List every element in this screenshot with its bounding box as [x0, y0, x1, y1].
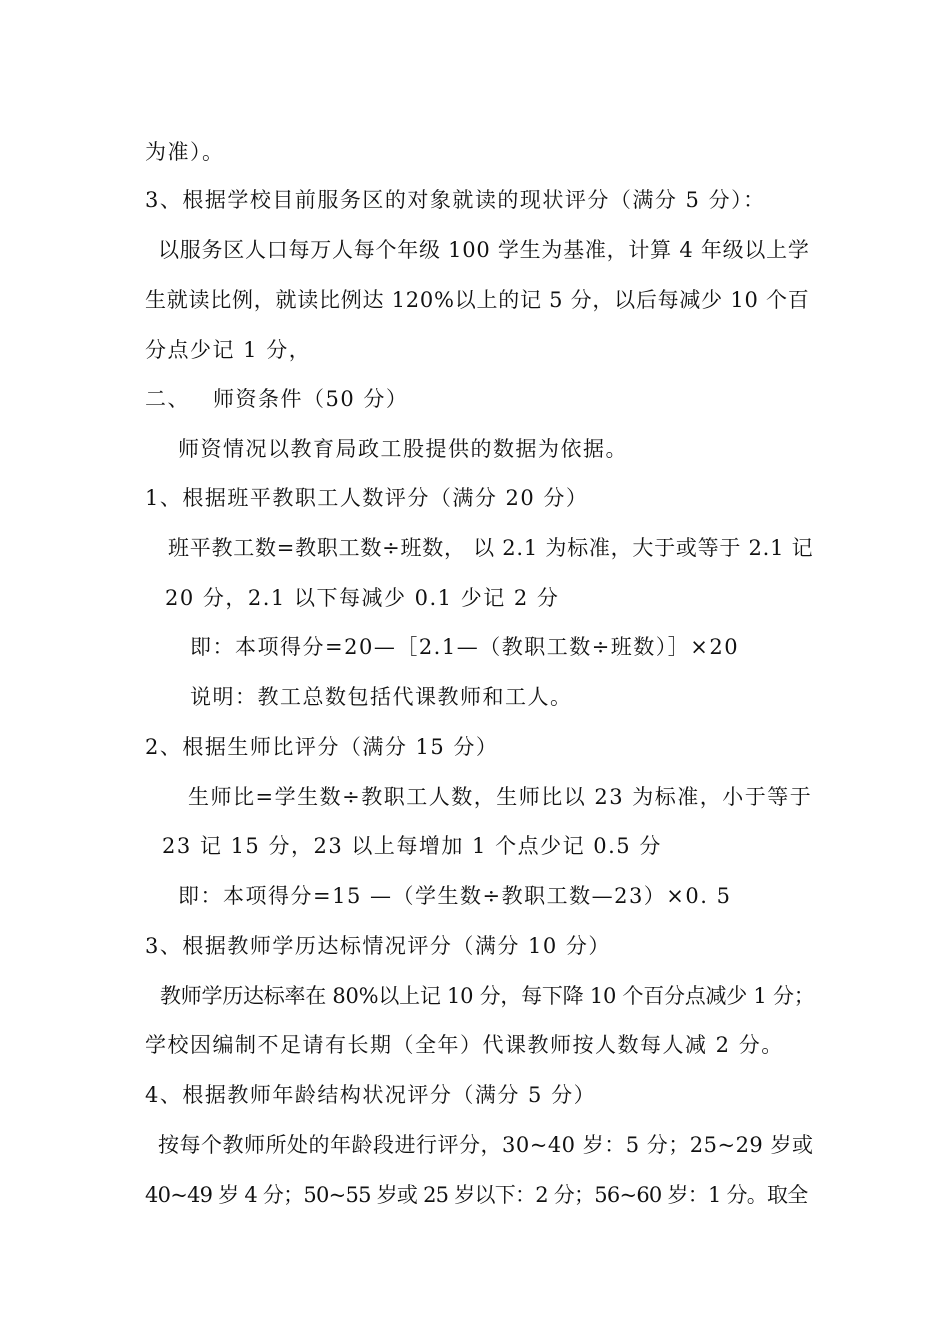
- text-line-21: 按每个教师所处的年龄段进行评分，30~40 岁：5 分；25~29 岁或: [158, 1133, 814, 1157]
- text-line-3: 以服务区人口每万人每个年级 100 学生为基准，计算 4 年级以上学: [158, 238, 810, 262]
- text-line-2: 3、根据学校目前服务区的对象就读的现状评分（满分 5 分）：: [145, 188, 766, 212]
- text-line-13: 2、根据生师比评分（满分 15 分）: [145, 735, 499, 759]
- text-line-8: 1、根据班平教职工人数评分（满分 20 分）: [145, 486, 589, 510]
- text-line-17: 3、根据教师学历达标情况评分（满分 10 分）: [145, 934, 611, 958]
- text-line-10: 20 分，2.1 以下每减少 0.1 少记 2 分: [165, 586, 560, 610]
- text-line-14: 生师比=学生数÷教职工人数，生师比以 23 为标准，小于等于: [188, 785, 813, 809]
- text-line-19: 学校因编制不足请有长期（全年）代课教师按人数每人减 2 分。: [145, 1033, 784, 1057]
- text-line-7: 师资情况以教育局政工股提供的数据为依据。: [178, 437, 628, 461]
- text-line-4: 生就读比例，就读比例达 120%以上的记 5 分，以后每减少 10 个百: [145, 288, 810, 312]
- text-line-15: 23 记 15 分，23 以上每增加 1 个点少记 0.5 分: [162, 834, 662, 858]
- section-title: 师资条件（50 分）: [213, 387, 409, 411]
- text-line-5: 分点少记 1 分，: [145, 338, 312, 362]
- formula-line-2: 即：本项得分=15 —（学生数÷教职工数—23）×0. 5: [178, 884, 732, 908]
- text-line-22: 40~49 岁 4 分；50~55 岁或 25 岁以下：2 分；56~60 岁：1 分。取全: [145, 1183, 808, 1207]
- section-number: 二、: [145, 387, 190, 411]
- text-line-20: 4、根据教师年龄结构状况评分（满分 5 分）: [145, 1083, 597, 1107]
- text-line-1: 为准）。: [145, 140, 225, 164]
- text-line-12: 说明：教工总数包括代课教师和工人。: [190, 685, 573, 709]
- formula-line-1: 即：本项得分=20—［2.1—（教职工数÷班数）］×20: [190, 635, 740, 659]
- text-line-9: 班平教工数=教职工数÷班数， 以 2.1 为标准，大于或等于 2.1 记: [168, 536, 814, 560]
- text-line-18: 教师学历达标率在 80%以上记 10 分，每下降 10 个百分点减少 1 分；: [160, 984, 815, 1008]
